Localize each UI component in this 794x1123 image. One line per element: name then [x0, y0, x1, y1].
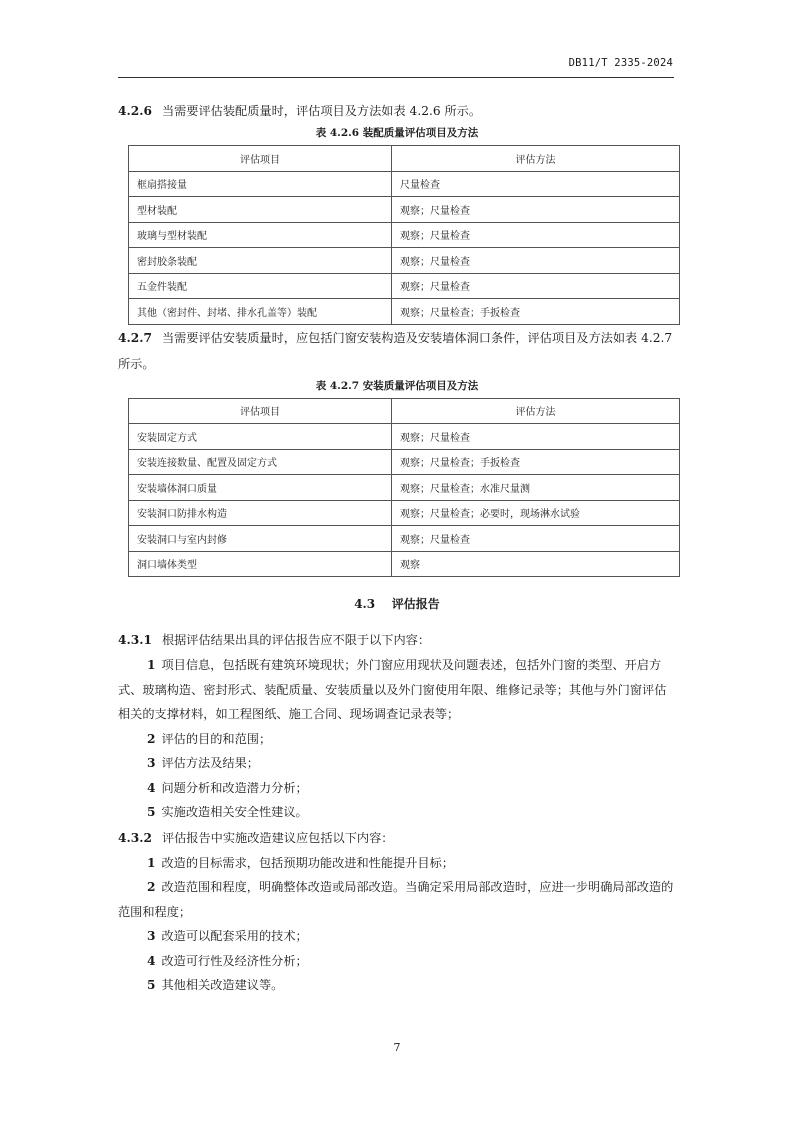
method-cell: 尺量检查 — [392, 171, 680, 197]
item-text: 评估的目的和范围； — [161, 731, 272, 746]
table-row — [129, 273, 680, 299]
list-item — [118, 653, 676, 727]
list-item — [118, 776, 676, 801]
table-row — [129, 197, 680, 223]
clause-text: 当需要评估安装质量时，应包括门窗安装构造及安装墙体洞口条件，评估项目及方法如表 4.2.7 所示。 — [118, 330, 673, 371]
list-item — [118, 800, 676, 825]
clause-number: 4.3.2 — [118, 830, 152, 845]
item-number: 1 — [147, 658, 156, 672]
page-content — [118, 98, 676, 998]
clause-4-3-2 — [118, 825, 676, 851]
item-cell: 安装墙体洞口质量 — [129, 475, 392, 501]
column-header-method: 评估方法 — [392, 146, 680, 172]
page-number: 7 — [393, 1041, 401, 1054]
method-cell: 观察；尺量检查 — [392, 273, 680, 299]
item-cell: 安装固定方式 — [129, 424, 392, 450]
item-number: 4 — [147, 780, 156, 795]
method-cell: 观察 — [392, 551, 680, 577]
clause-number: 4.2.6 — [118, 104, 152, 118]
clause-text: 评估报告中实施改造建议应包括以下内容： — [161, 830, 394, 845]
method-cell: 观察；尺量检查 — [392, 197, 680, 223]
method-cell: 观察；尺量检查 — [392, 222, 680, 248]
item-cell: 安装洞口与室内封修 — [129, 526, 392, 552]
table-header-row — [129, 398, 680, 424]
list-item — [118, 875, 676, 924]
item-text: 其他相关改造建议等。 — [161, 978, 284, 992]
table-row — [129, 526, 680, 552]
list-item — [118, 949, 676, 974]
list-item — [118, 751, 676, 776]
method-cell: 观察；尺量检查 — [392, 248, 680, 274]
item-text: 项目信息，包括既有建筑环境现状；外门窗应用现状及问题表述，包括外门窗的类型、开启方式、玻璃构造、密封形式、装配质量、安装质量以及外门窗使用年限、维修记录等；其他与外门窗评估相关的支撑材料，如工程图纸、施工合同、现场调查记录表等； — [118, 658, 667, 721]
table-row — [129, 222, 680, 248]
method-cell: 观察；尺量检查；手扳检查 — [392, 299, 680, 325]
item-number: 5 — [147, 978, 156, 992]
table-4-2-7 — [128, 398, 680, 578]
item-number: 2 — [147, 880, 156, 894]
clause-4-2-6 — [118, 98, 676, 124]
list-item — [118, 727, 676, 752]
item-cell: 型材装配 — [129, 197, 392, 223]
item-number: 3 — [147, 929, 156, 943]
item-text: 改造范围和程度，明确整体改造或局部改造。当确定采用局部改造时，应进一步明确局部改造的范围和程度； — [118, 880, 674, 919]
clause-number: 4.2.7 — [118, 330, 152, 345]
list-item — [118, 924, 676, 949]
item-cell: 五金件装配 — [129, 273, 392, 299]
item-text: 实施改造相关安全性建议。 — [161, 805, 308, 819]
list-item — [118, 851, 676, 876]
table-row — [129, 171, 680, 197]
table-header-row — [129, 146, 680, 172]
item-cell: 密封胶条装配 — [129, 248, 392, 274]
item-number: 3 — [147, 756, 156, 770]
item-number: 2 — [147, 731, 156, 746]
clause-number: 4.3.1 — [118, 633, 152, 647]
standard-code: DB11/T 2335-2024 — [568, 57, 673, 69]
table-row — [129, 299, 680, 325]
column-header-method: 评估方法 — [392, 398, 680, 424]
section-number: 4.3 — [354, 597, 376, 611]
item-text: 评估方法及结果； — [161, 756, 259, 770]
item-text: 改造的目标需求，包括预期功能改进和性能提升目标； — [161, 855, 454, 870]
method-cell: 观察；尺量检查；手扳检查 — [392, 449, 680, 475]
list-item — [118, 973, 676, 998]
item-number: 1 — [147, 855, 156, 870]
column-header-item: 评估项目 — [129, 398, 392, 424]
clause-text: 当需要评估装配质量时，评估项目及方法如表 4.2.6 所示。 — [161, 104, 482, 118]
table-row — [129, 475, 680, 501]
section-title-text: 评估报告 — [391, 597, 440, 611]
clause-4-2-7 — [118, 325, 676, 377]
column-header-item: 评估项目 — [129, 146, 392, 172]
table-4-2-6 — [128, 145, 680, 325]
method-cell: 观察；尺量检查 — [392, 526, 680, 552]
table-row — [129, 551, 680, 577]
item-cell: 框扇搭接量 — [129, 171, 392, 197]
table-4-2-6-caption: 表 4.2.6 装配质量评估项目及方法 — [315, 127, 479, 139]
method-cell: 观察；尺量检查 — [392, 424, 680, 450]
item-cell: 安装洞口防排水构造 — [129, 500, 392, 526]
table-row — [129, 248, 680, 274]
table-row — [129, 424, 680, 450]
item-number: 4 — [147, 953, 156, 968]
header-rule — [118, 77, 674, 78]
item-text: 问题分析和改造潜力分析； — [161, 780, 308, 795]
clause-text: 根据评估结果出具的评估报告应不限于以下内容： — [161, 633, 431, 647]
item-number: 5 — [147, 805, 156, 819]
item-cell: 洞口墙体类型 — [129, 551, 392, 577]
clause-4-3-1 — [118, 627, 676, 653]
item-cell: 安装连接数量、配置及固定方式 — [129, 449, 392, 475]
method-cell: 观察；尺量检查；必要时，现场淋水试验 — [392, 500, 680, 526]
item-cell: 玻璃与型材装配 — [129, 222, 392, 248]
item-text: 改造可行性及经济性分析； — [161, 953, 308, 968]
table-4-2-7-caption: 表 4.2.7 安装质量评估项目及方法 — [315, 379, 479, 392]
table-row — [129, 500, 680, 526]
method-cell: 观察；尺量检查；水准尺量测 — [392, 475, 680, 501]
table-row — [129, 449, 680, 475]
item-cell: 其他（密封件、封堵、排水孔盖等）装配 — [129, 299, 392, 325]
item-text: 改造可以配套采用的技术； — [161, 929, 308, 943]
section-heading-4-3 — [118, 595, 676, 613]
